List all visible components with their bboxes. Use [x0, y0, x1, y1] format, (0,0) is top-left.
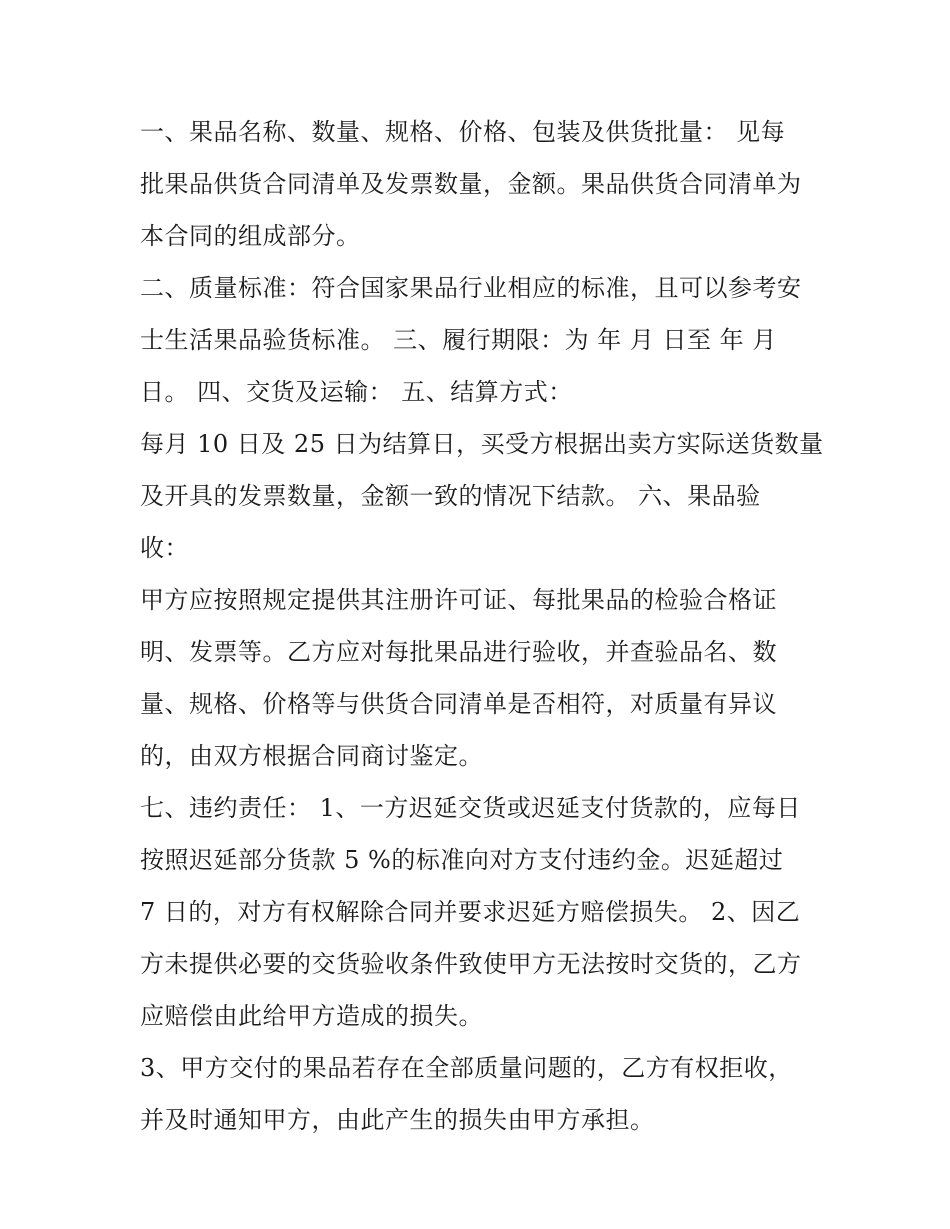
text-line: 本合同的组成部分。 [140, 222, 361, 250]
text-line: 应赔偿由此给甲方造成的损失。 [140, 1002, 483, 1030]
text-line: 明、发票等。乙方应对每批果品进行验收，并查验品名、数 [140, 638, 777, 666]
text-line: 一、果品名称、数量、规格、价格、包装及供货批量： 见每 [140, 118, 786, 146]
text-line: 量、规格、价格等与供货合同清单是否相符，对质量有异议 [140, 690, 777, 718]
text-line: 方未提供必要的交货验收条件致使甲方无法按时交货的，乙方 [140, 950, 802, 978]
text-line: 7 日的，对方有权解除合同并要求迟延方赔偿损失。 2、因乙 [140, 898, 801, 926]
text-line: 并及时通知甲方，由此产生的损失由甲方承担。 [140, 1106, 655, 1134]
text-line: 二、质量标准：符合国家果品行业相应的标准，且可以参考安 [140, 274, 802, 302]
text-line: 日。 四、交货及运输： 五、结算方式： [140, 378, 573, 406]
contract-text [140, 106, 830, 1146]
text-line: 3、甲方交付的果品若存在全部质量问题的，乙方有权拒收， [140, 1054, 793, 1082]
text-line: 及开具的发票数量，金额一致的情况下结款。 六、果品验 [140, 482, 761, 510]
text-line: 的，由双方根据合同商讨鉴定。 [140, 742, 483, 770]
text-line: 士生活果品验货标准。 三、履行期限：为 年 月 日至 年 月 [140, 326, 777, 354]
text-line: 按照迟延部分货款 5 %的标准向对方支付违约金。迟延超过 [140, 846, 784, 874]
text-line: 甲方应按照规定提供其注册许可证、每批果品的检验合格证 [140, 586, 777, 614]
text-line: 七、违约责任： 1、一方迟延交货或迟延支付货款的，应每日 [140, 794, 801, 822]
text-line: 每月 10 日及 25 日为结算日，买受方根据出卖方实际送货数量 [140, 430, 824, 458]
text-line: 批果品供货合同清单及发票数量，金额。果品供货合同清单为 [140, 170, 802, 198]
text-line: 收： [140, 534, 189, 562]
